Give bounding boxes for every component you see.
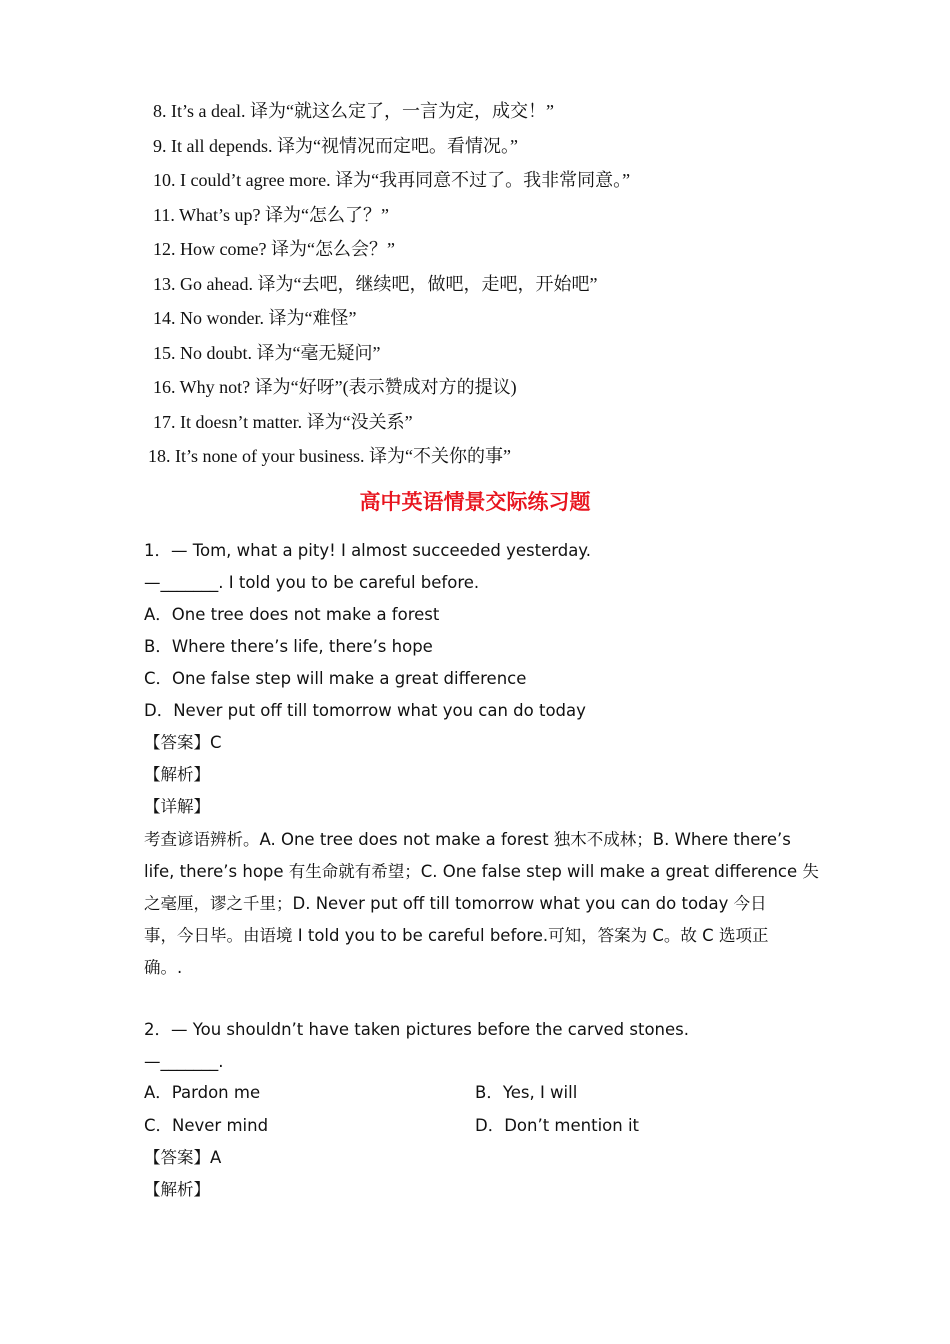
phrase-item: 14. No wonder. 译为“难怪” xyxy=(153,308,357,328)
section-title: 高中英语情景交际练习题 xyxy=(359,490,591,514)
detail-line: life, there’s hope 有生命就有希望；C. One false step will make a great difference 失 xyxy=(144,862,819,881)
option-c: C．Never mind xyxy=(144,1116,269,1135)
detail-line: 考查谚语辨析。A. One tree does not make a forest 独木不成林；B. Where there’s xyxy=(144,830,791,849)
option-b: B．Yes, I will xyxy=(475,1083,578,1102)
phrase-item: 13. Go ahead. 译为“去吧，继续吧，做吧，走吧，开始吧” xyxy=(153,274,598,294)
phrase-item: 12. How come? 译为“怎么会？” xyxy=(153,239,395,259)
phrase-item: 9. It all depends. 译为“视情况而定吧。看情况。” xyxy=(153,136,518,156)
option-d: D．Never put off till tomorrow what you can do today xyxy=(144,701,586,720)
phrase-item: 15. No doubt. 译为“毫无疑问” xyxy=(153,343,381,363)
phrase-item: 10. I could’t agree more. 译为“我再同意不过了。我非常同意。” xyxy=(153,170,631,190)
answer: 【答案】C xyxy=(144,733,222,752)
phrase-item: 11. What’s up? 译为“怎么了？” xyxy=(153,205,389,225)
detail-line: 事，今日毕。由语境 I told you to be careful before.可知，答案为 C。故 C 选项正 xyxy=(144,926,769,945)
analysis-label: 【解析】 xyxy=(144,1180,210,1199)
answer: 【答案】A xyxy=(144,1148,222,1167)
option-a: A．One tree does not make a forest xyxy=(144,605,440,624)
option-a: A．Pardon me xyxy=(144,1083,261,1102)
phrase-item: 18. It’s none of your business. 译为“不关你的事” xyxy=(148,446,511,466)
option-c: C．One false step will make a great difference xyxy=(144,669,527,688)
option-b: B．Where there’s life, there’s hope xyxy=(144,637,433,656)
question-reply: —_______. I told you to be careful before. xyxy=(144,573,480,592)
option-d: D．Don’t mention it xyxy=(475,1116,640,1135)
phrase-item: 8. It’s a deal. 译为“就这么定了，一言为定，成交！” xyxy=(153,101,554,121)
phrase-item: 16. Why not? 译为“好呀”(表示赞成对方的提议) xyxy=(153,377,517,397)
question-stem: 2．— You shouldn’t have taken pictures before the carved stones. xyxy=(144,1020,689,1039)
analysis-label: 【解析】 xyxy=(144,765,210,784)
detail-line: 确。. xyxy=(144,958,183,977)
detail-line: 之毫厘，谬之千里；D. Never put off till tomorrow what you can do today 今日 xyxy=(144,894,767,913)
phrase-item: 17. It doesn’t matter. 译为“没关系” xyxy=(153,412,413,432)
detail-label: 【详解】 xyxy=(144,797,210,816)
question-stem: 1．— Tom, what a pity! I almost succeeded yesterday. xyxy=(144,541,591,560)
question-reply: —_______. xyxy=(144,1052,224,1071)
